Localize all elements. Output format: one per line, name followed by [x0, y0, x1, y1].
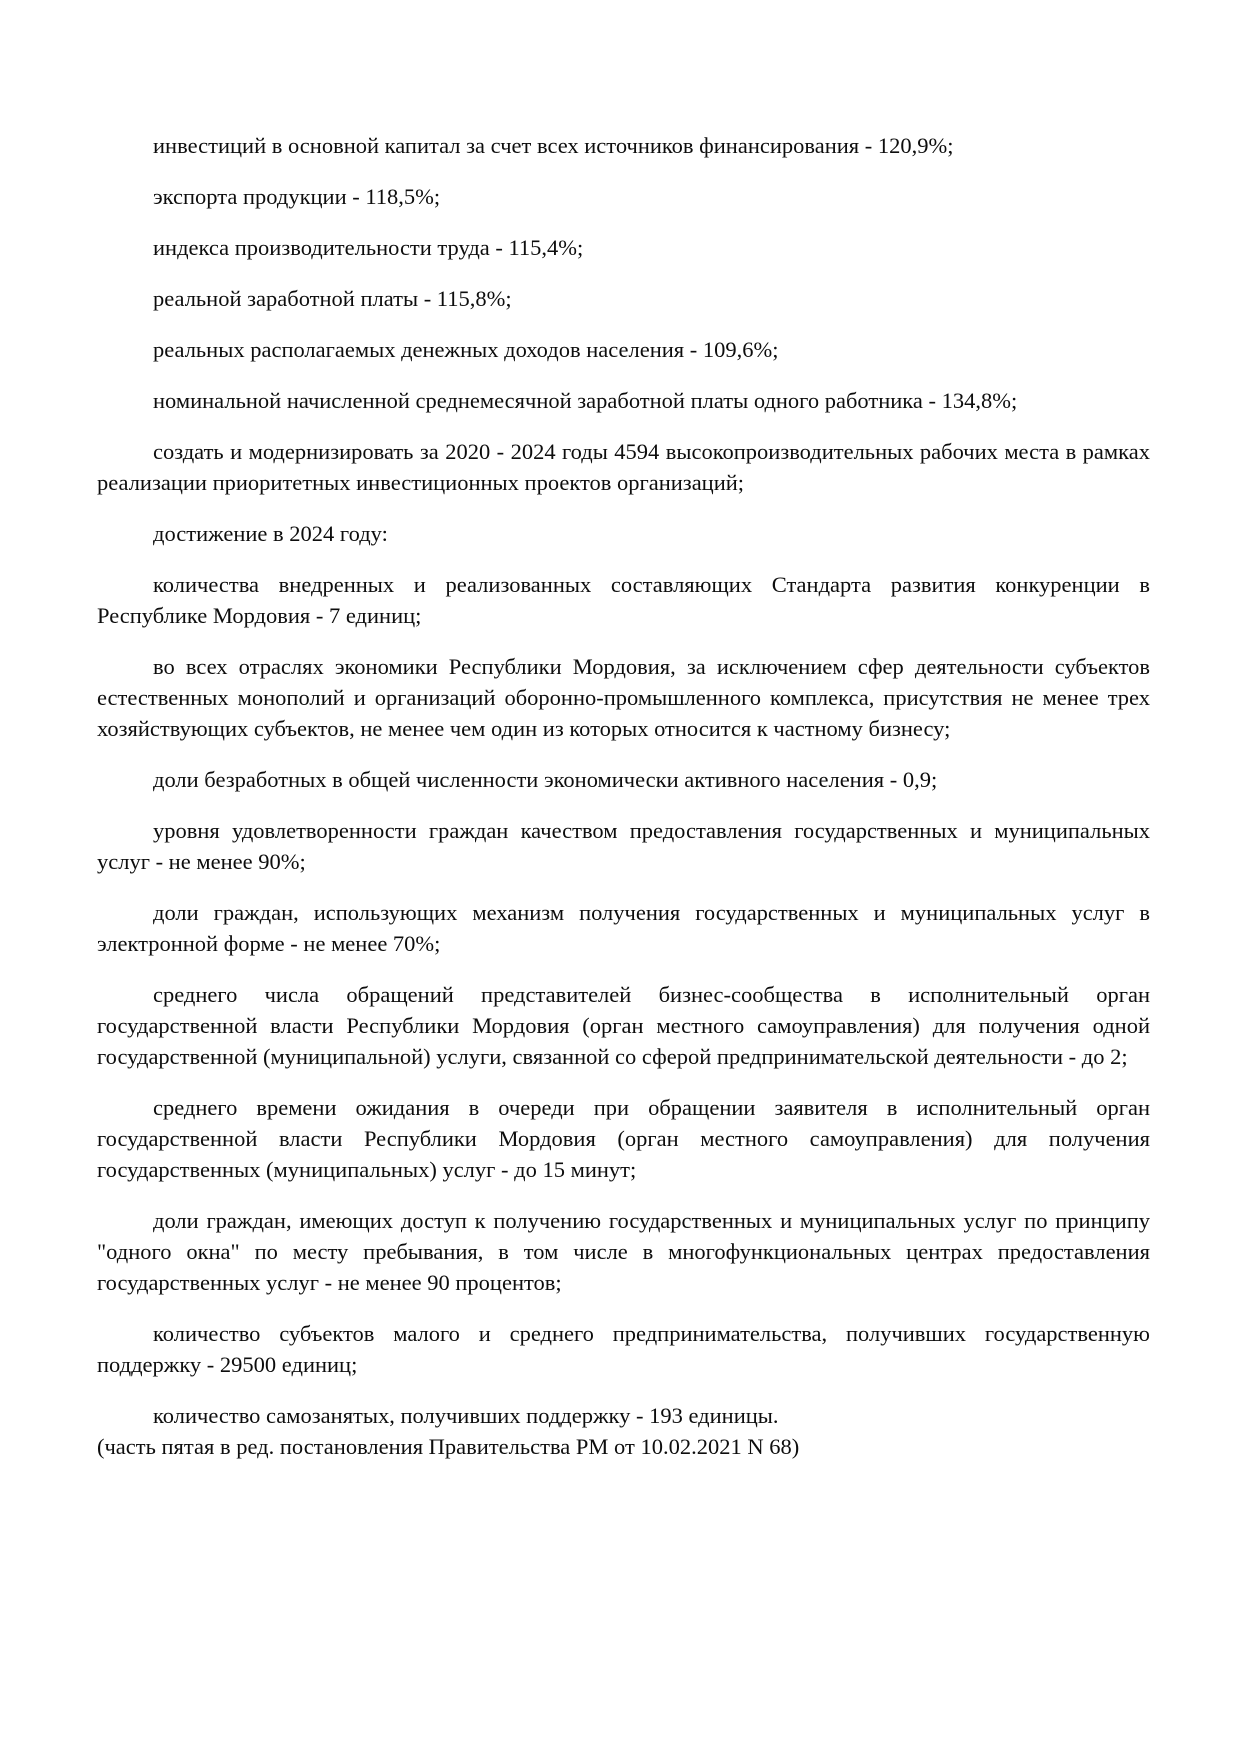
paragraph-real-disposable-income: реальных располагаемых денежных доходов населения - 109,6%; — [153, 337, 779, 362]
document-text-body — [97, 130, 1150, 1482]
paragraph-satisfaction-level: уровня удовлетворенности граждан качеством предоставления государственных и муниципальных услуг - не менее 90%; — [97, 818, 1150, 874]
paragraph-sme-state-support-count: количество субъектов малого и среднего предпринимательства, получивших государственную поддержку - 29500 единиц; — [97, 1321, 1150, 1377]
paragraph-electronic-services-share: доли граждан, использующих механизм получения государственных и муниципальных услуг в электронной форме - не менее 70%; — [97, 900, 1150, 956]
paragraph-all-economy-branches: во всех отраслях экономики Республики Мордовия, за исключением сфер деятельности субъектов естественных монополий и организаций оборонно-промышленного комплекса, присутствия не менее трех хозяйствующих субъектов, не менее чем один из которых относится к частному бизнесу; — [97, 654, 1150, 741]
paragraph-unemployment-share: доли безработных в общей численности экономически активного населения - 0,9; — [153, 767, 938, 792]
paragraph-create-modernize-jobs: создать и модернизировать за 2020 - 2024 годы 4594 высокопроизводительных рабочих места в рамках реализации приоритетных инвестиционных проектов организаций; — [97, 439, 1150, 495]
paragraph-achievement-2024: достижение в 2024 году: — [153, 521, 388, 546]
paragraph-average-business-requests: среднего числа обращений представителей бизнес-сообщества в исполнительный орган государственной власти Республики Мордовия (орган местного самоуправления) для получения одной государственной (муниципальной) услуги, связанной со сферой предпринимательской деятельности - до 2; — [97, 982, 1150, 1069]
paragraph-nominal-monthly-wage: номинальной начисленной среднемесячной заработной платы одного работника - 134,8%; — [153, 388, 1018, 413]
paragraph-competition-standard-count: количества внедренных и реализованных составляющих Стандарта развития конкуренции в Республике Мордовия - 7 единиц; — [97, 572, 1150, 628]
paragraph-amendment-reference: (часть пятая в ред. постановления Правительства РМ от 10.02.2021 N 68) — [97, 1434, 800, 1459]
paragraph-investments-capital: инвестиций в основной капитал за счет всех источников финансирования - 120,9%; — [153, 133, 954, 158]
paragraph-real-wages: реальной заработной платы - 115,8%; — [153, 286, 512, 311]
paragraph-labour-productivity-index: индекса производительности труда - 115,4%; — [153, 235, 584, 260]
paragraph-average-waiting-time: среднего времени ожидания в очереди при обращении заявителя в исполнительный орган государственной власти Республики Мордовия (орган местного самоуправления) для получения государственных (муниципальных) услуг - до 15 минут; — [97, 1095, 1150, 1182]
paragraph-export: экспорта продукции - 118,5%; — [153, 184, 441, 209]
paragraph-self-employed-support-count: количество самозанятых, получивших поддержку - 193 единицы. — [153, 1403, 779, 1428]
paragraph-one-window-access-share: доли граждан, имеющих доступ к получению государственных и муниципальных услуг по принципу "одного окна" по месту пребывания, в том числе в многофункциональных центрах предоставления государственных услуг - не менее 90 процентов; — [97, 1208, 1150, 1295]
